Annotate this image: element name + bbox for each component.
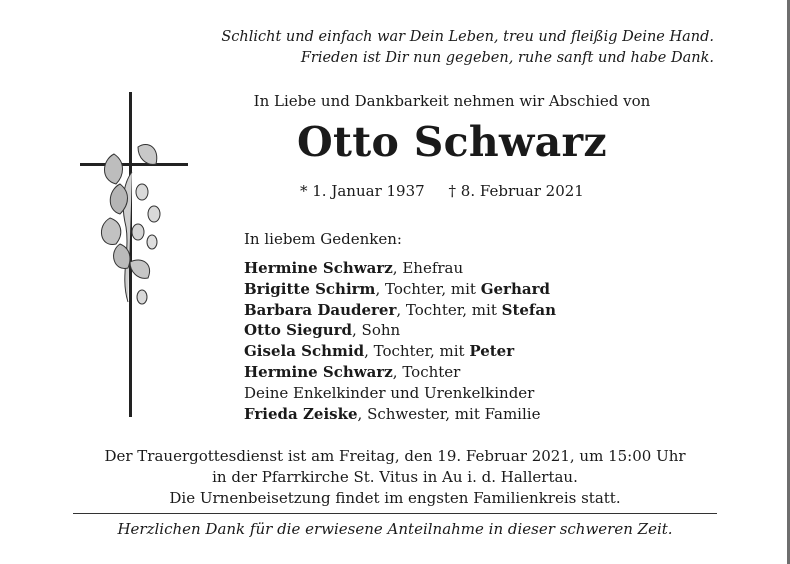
- mourner-name: Hermine Schwarz: [244, 259, 393, 277]
- mourner-row: [244, 362, 556, 383]
- death-date: † 8. Februar 2021: [448, 182, 584, 200]
- service-line-3: Die Urnenbeisetzung findet im engsten Familienkreis statt.: [169, 489, 621, 507]
- mourner-relation: , Schwester, mit Familie: [357, 404, 541, 423]
- mourner-row: [244, 404, 556, 425]
- service-line-1: Der Trauergottesdienst ist am Freitag, den 19. Februar 2021, um 15:00 Uhr: [104, 447, 686, 465]
- verse-line-1: Schlicht und einfach war Dein Leben, treu und fleißig Deine Hand.: [221, 29, 714, 45]
- mourner-name: Brigitte Schirm: [244, 279, 376, 298]
- mourner-relation: , Tochter, mit: [396, 300, 502, 319]
- mourner-relation: , Sohn: [352, 321, 401, 340]
- mourner-row: [244, 258, 556, 279]
- mourner-row: [244, 383, 556, 404]
- life-dates: [300, 182, 584, 200]
- mourner-relation: , Tochter, mit: [375, 279, 481, 298]
- mourner-name: Barbara Dauderer: [244, 300, 397, 319]
- mourner-name: Otto Siegurd: [244, 321, 353, 340]
- mourner-relation: , Tochter: [392, 362, 461, 381]
- memory-heading: In liebem Gedenken:: [244, 230, 402, 248]
- mourner-partner: Stefan: [501, 300, 557, 319]
- divider: [73, 513, 717, 514]
- mourner-relation: , Ehefrau: [392, 259, 464, 277]
- mourner-row: [244, 279, 556, 300]
- mourner-name: Hermine Schwarz: [244, 362, 393, 381]
- mourner-relation: Deine Enkelkinder und Urenkelkinder: [244, 383, 535, 402]
- mourner-partner: Peter: [469, 342, 515, 361]
- thanks-note: Herzlichen Dank für die erwiesene Anteilnahme in dieser schweren Zeit.: [117, 520, 673, 538]
- mourner-row: [244, 320, 556, 341]
- service-line-2: in der Pfarrkirche St. Vitus in Au i. d. Hallertau.: [212, 468, 578, 486]
- birth-date: * 1. Januar 1937: [300, 182, 425, 200]
- mourner-name: Frieda Zeiske: [244, 404, 358, 423]
- mourner-row: [244, 341, 556, 362]
- verse-line-2: Frieden ist Dir nun gegeben, ruhe sanft und habe Dank.: [300, 50, 714, 66]
- mourner-row: [244, 300, 556, 321]
- deceased-name: Otto Schwarz: [297, 118, 607, 166]
- mourner-relation: , Tochter, mit: [364, 342, 470, 361]
- mourner-name: Gisela Schmid: [244, 342, 365, 361]
- farewell-intro: In Liebe und Dankbarkeit nehmen wir Abschied von: [253, 92, 651, 110]
- mourner-partner: Gerhard: [480, 279, 550, 298]
- mourner-list: [244, 258, 556, 424]
